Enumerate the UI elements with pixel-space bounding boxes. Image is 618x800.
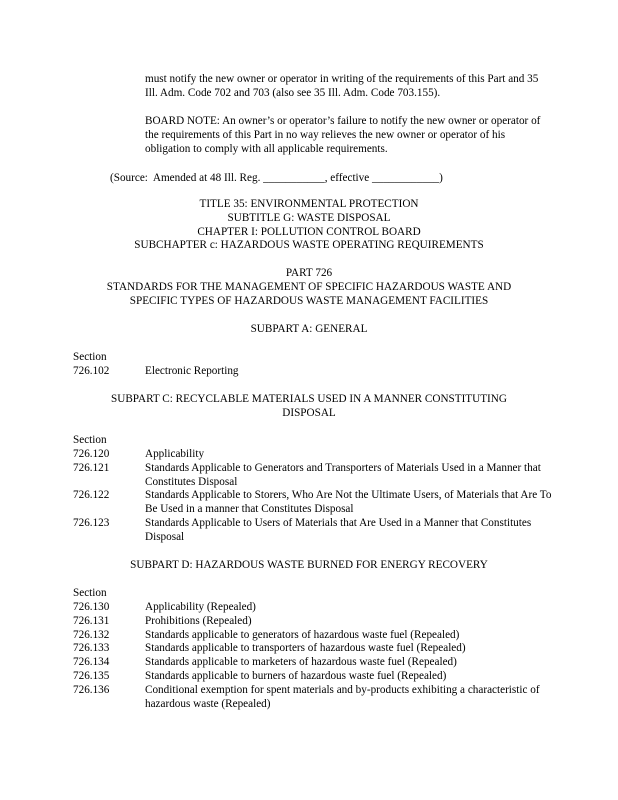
section-title: Standards applicable to transporters of hazardous waste fuel (Repealed) <box>145 642 466 655</box>
subpart-c-heading <box>70 393 548 421</box>
list-item <box>73 489 553 517</box>
list-item <box>73 615 553 629</box>
chapter-heading: CHAPTER I: POLLUTION CONTROL BOARD <box>197 225 421 238</box>
section-number: 726.120 <box>73 448 110 460</box>
part-title-line-2: SPECIFIC TYPES OF HAZARDOUS WASTE MANAGEMENT FACILITIES <box>129 294 489 307</box>
subpart-d-heading: SUBPART D: HAZARDOUS WASTE BURNED FOR ENERGY RECOVERY <box>130 559 488 571</box>
subpart-c-title-line-1: SUBPART C: RECYCLABLE MATERIALS USED IN A MANNER CONSTITUTING <box>111 393 507 405</box>
section-number: 726.131 <box>73 614 110 627</box>
paragraph-notify: must notify the new owner or operator in writing of the requirements of this Part and 35 Ill. Adm. Code 702 and 703 (also see 35 Ill. Adm. Code 703.155). <box>145 73 539 99</box>
subtitle-heading: SUBTITLE G: WASTE DISPOSAL <box>227 211 391 224</box>
list-item <box>73 684 553 712</box>
section-number: 726.133 <box>73 642 110 655</box>
section-number: 726.132 <box>73 628 110 641</box>
subpart-d-list <box>73 601 553 711</box>
part-title-line-1: STANDARDS FOR THE MANAGEMENT OF SPECIFIC HAZARDOUS WASTE AND <box>106 280 512 293</box>
section-title: Standards applicable to burners of hazardous waste fuel (Repealed) <box>145 669 447 682</box>
section-title: Standards Applicable to Storers, Who Are Not the Ultimate Users, of Materials that Are To Be Used in a manner that Constitutes Disposal <box>145 489 552 516</box>
section-number: 726.121 <box>73 461 110 474</box>
subpart-c-title-line-2: DISPOSAL <box>282 406 336 419</box>
section-number: 726.130 <box>73 601 110 613</box>
section-number: 726.134 <box>73 656 110 669</box>
title-block <box>70 198 548 253</box>
paragraph-board-note: BOARD NOTE: An owner’s or operator’s failure to notify the new owner or operator of the requirements of this Part in no way relieves the new owner or operator of his obligation to comply with all applicable requirements. <box>145 115 541 155</box>
section-label: Section <box>73 351 107 363</box>
list-item <box>73 517 553 545</box>
section-number: 726.136 <box>73 683 110 696</box>
list-item <box>73 629 553 643</box>
source-note: (Source: Amended at 48 Ill. Reg. ___________, effective ____________) <box>110 172 443 184</box>
list-item <box>73 601 553 615</box>
section-number: 726.122 <box>73 489 110 502</box>
list-item <box>73 642 553 656</box>
section-title: Applicability <box>145 448 205 460</box>
part-heading: PART 726 <box>285 267 333 279</box>
section-title: Applicability (Repealed) <box>145 601 256 613</box>
list-item <box>73 670 553 684</box>
list-item <box>73 462 553 490</box>
section-number: 726.123 <box>73 516 110 529</box>
subpart-a-list <box>73 365 553 379</box>
subpart-a-heading: SUBPART A: GENERAL <box>250 323 368 335</box>
section-number: 726.102 <box>73 365 110 377</box>
part-block <box>70 267 548 308</box>
section-title: Conditional exemption for spent materials and by-products exhibiting a characteristic of hazardous waste (Repealed) <box>145 683 540 710</box>
section-title: Standards applicable to generators of hazardous waste fuel (Repealed) <box>145 628 460 641</box>
title-heading: TITLE 35: ENVIRONMENTAL PROTECTION <box>199 198 419 210</box>
section-title: Standards applicable to marketers of hazardous waste fuel (Repealed) <box>145 656 457 669</box>
subchapter-heading: SUBCHAPTER c: HAZARDOUS WASTE OPERATING REQUIREMENTS <box>134 239 484 252</box>
subpart-c-list <box>73 448 553 545</box>
list-item <box>73 365 553 379</box>
section-title: Prohibitions (Repealed) <box>145 614 252 627</box>
section-label: Section <box>73 434 107 446</box>
list-item <box>73 448 553 462</box>
section-title: Standards Applicable to Users of Materials that Are Used in a Manner that Constitutes Disposal <box>145 516 532 543</box>
section-title: Standards Applicable to Generators and Transporters of Materials Used in a Manner that Constitutes Disposal <box>145 461 541 488</box>
list-item <box>73 656 553 670</box>
section-number: 726.135 <box>73 669 110 682</box>
section-title: Electronic Reporting <box>145 365 239 377</box>
section-label: Section <box>73 587 107 599</box>
